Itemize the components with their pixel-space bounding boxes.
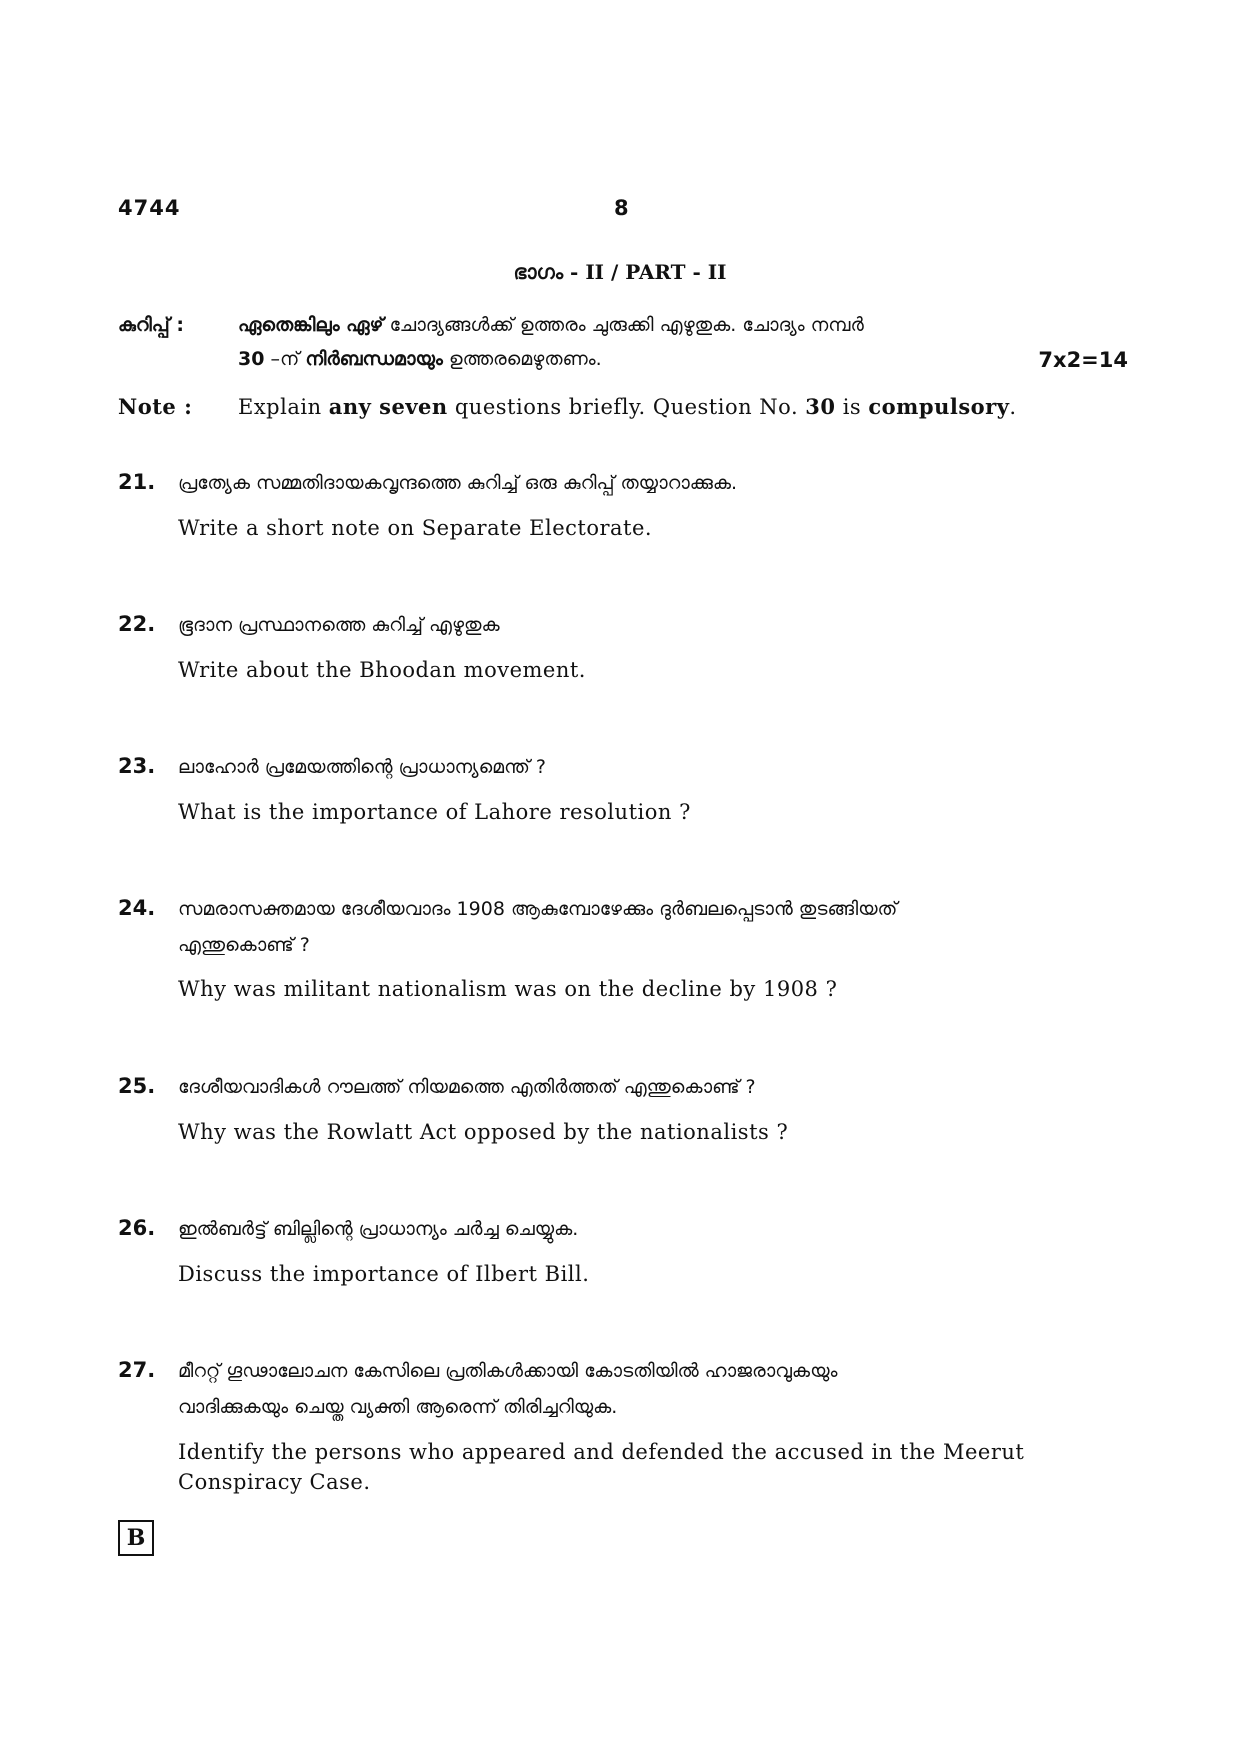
ml-instruction-end: ഉത്തരമെഴുതണം. [442,348,602,370]
ml-note-label: കുറിപ്പ് : [118,314,184,336]
question-number-27: 27. [118,1358,156,1382]
question-23-malayalam: ലാഹോർ പ്രമേയത്തിന്റെ പ്രാധാന്യമെന്ത് ? [178,756,546,778]
question-number-21: 21. [118,470,156,494]
part-title: ഭാഗം - II / PART - II [513,260,727,284]
question-21-english: Write a short note on Separate Electorate. [178,516,653,540]
question-number-25: 25. [118,1074,156,1098]
version-box: B [118,1520,154,1556]
question-number-23: 23. [118,754,156,778]
ml-compulsory-word: നിർബന്ധമായും [305,348,443,370]
ml-instruction-text: ചോദ്യങ്ങൾക്ക് ഉത്തരം ചുരുക്കി എഴുതുക. ചോദ്യം നമ്പർ [383,314,864,336]
question-27-malayalam-line2: വാദിക്കുകയും ചെയ്ത വ്യക്തി ആരെന്ന് തിരിച്ചറിയുക. [178,1396,618,1418]
ml-instruction-line1 [238,314,1118,336]
ml-compulsory-number: 30 [238,348,265,370]
question-number-22: 22. [118,612,156,636]
en-note-part1: Explain [238,395,329,419]
en-note-bold2: 30 [805,394,836,419]
question-25-malayalam: ദേശീയവാദികൾ റൗലത്ത് നിയമത്തെ എതിർത്തത് എന്തുകൊണ്ട് ? [178,1076,756,1098]
paper-code: 4744 [118,196,181,220]
question-26-malayalam: ഇൽബർട്ട് ബില്ലിന്റെ പ്രാധാന്യം ചർച്ച ചെയ്യുക. [178,1218,579,1240]
en-note-part2: questions briefly. Question No. [447,395,806,419]
question-25-english: Why was the Rowlatt Act opposed by the nationalists ? [178,1120,789,1144]
ml-instruction-bold: ഏതെങ്കിലും ഏഴ് [238,314,384,336]
question-26-english: Discuss the importance of Ilbert Bill. [178,1262,590,1286]
question-22-english: Write about the Bhoodan movement. [178,658,586,682]
question-27-english-line2: Conspiracy Case. [178,1470,371,1494]
question-24-english: Why was militant nationalism was on the decline by 1908 ? [178,977,838,1001]
ml-instruction-mid: –ന് [264,348,306,370]
en-note-text [238,394,1138,419]
question-22-malayalam: ഭൂദാന പ്രസ്ഥാനത്തെ കുറിച്ച് എഴുതുക [178,614,500,636]
question-21-malayalam: പ്രത്യേക സമ്മതിദായകവൃന്ദത്തെ കുറിച്ച് ഒരു കുറിപ്പ് തയ്യാറാക്കുക. [178,472,738,494]
en-note-label: Note : [118,394,193,419]
question-27-malayalam-line1: മീററ്റ് ഗൂഢാലോചന കേസിലെ പ്രതികൾക്കായി കോടതിയിൽ ഹാജരാവുകയും [178,1360,838,1382]
ml-instruction-line2 [238,348,998,370]
question-number-24: 24. [118,896,156,920]
en-note-bold3: compulsory [868,394,1010,419]
page-number: 8 [614,196,629,220]
question-24-malayalam-line1: സമരാസക്തമായ ദേശീയവാദം 1908 ആകുമ്പോഴേക്കും ദുർബലപ്പെടാൻ തുടങ്ങിയത് [178,898,898,920]
en-note-part3: is [835,395,869,419]
question-27-english-line1: Identify the persons who appeared and defended the accused in the Meerut [178,1440,1025,1464]
question-24-malayalam-line2: എന്തുകൊണ്ട് ? [178,934,310,956]
marks-allocation: 7x2=14 [1038,348,1128,372]
en-note-part4: . [1009,395,1017,419]
question-23-english: What is the importance of Lahore resolution ? [178,800,691,824]
question-number-26: 26. [118,1216,156,1240]
en-note-bold1: any seven [328,394,448,419]
